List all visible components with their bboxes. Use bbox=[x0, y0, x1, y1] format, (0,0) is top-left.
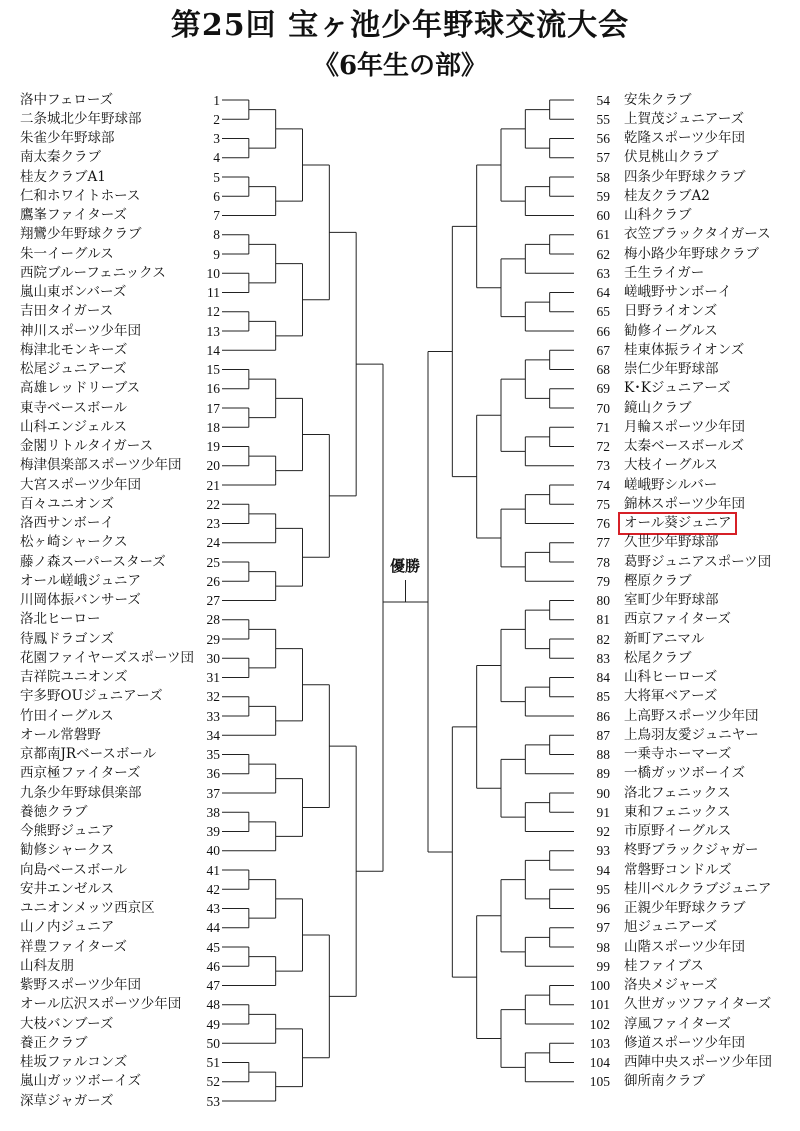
team-number: 11 bbox=[207, 285, 220, 300]
team-name: 大枝イーグルス bbox=[624, 457, 718, 474]
team-name: 山科ヒーローズ bbox=[624, 669, 718, 685]
team-number: 73 bbox=[596, 458, 610, 474]
team-name: 吉田タイガース bbox=[20, 303, 114, 320]
team-name: 嵯峨野シルバー bbox=[624, 476, 718, 493]
team-name: 月輪スポーツ少年団 bbox=[624, 418, 745, 435]
team-name: 二条城北少年野球部 bbox=[20, 110, 142, 127]
team-number: 40 bbox=[206, 843, 220, 859]
team-number: 30 bbox=[206, 650, 220, 666]
team-name: 養徳クラブ bbox=[20, 803, 88, 820]
team-name: 修道スポーツ少年団 bbox=[624, 1034, 745, 1051]
team-number: 84 bbox=[596, 670, 610, 685]
team-name: 山ノ内ジュニア bbox=[20, 919, 115, 936]
team-number: 26 bbox=[206, 573, 220, 589]
team-number: 59 bbox=[596, 188, 610, 204]
team-number: 35 bbox=[206, 747, 220, 762]
team-name: 養正クラブ bbox=[20, 1034, 88, 1051]
team-number: 34 bbox=[206, 727, 220, 743]
team-number: 78 bbox=[596, 554, 610, 570]
team-number: 98 bbox=[596, 939, 610, 955]
team-name: 九条少年野球倶楽部 bbox=[20, 784, 142, 801]
team-number: 103 bbox=[589, 1035, 610, 1051]
team-name: 桂ファイブス bbox=[624, 957, 704, 974]
team-number: 12 bbox=[206, 304, 220, 320]
team-number: 62 bbox=[596, 246, 610, 262]
team-number: 61 bbox=[596, 227, 610, 243]
team-number: 76 bbox=[596, 516, 610, 531]
team-number: 89 bbox=[596, 766, 610, 782]
team-name: 樫原クラブ bbox=[624, 572, 692, 589]
team-name: 東寺ベースボール bbox=[20, 399, 128, 416]
team-name: 桂友クラブA1 bbox=[20, 168, 106, 185]
team-name: 洛北ヒーロー bbox=[20, 611, 101, 628]
team-number: 48 bbox=[206, 997, 220, 1013]
team-number: 75 bbox=[596, 496, 610, 512]
team-number: 81 bbox=[596, 612, 610, 628]
team-number: 16 bbox=[206, 381, 220, 397]
team-name: オール嵯峨ジュニア bbox=[20, 572, 141, 589]
team-name: 大枝バンブーズ bbox=[20, 1015, 114, 1032]
team-number: 91 bbox=[596, 804, 610, 820]
team-number: 44 bbox=[206, 920, 220, 936]
team-name: 旭ジュニアーズ bbox=[624, 919, 718, 936]
team-name: 上鳥羽友愛ジュニヤー bbox=[624, 726, 759, 743]
team-name: 安井エンゼルス bbox=[20, 880, 115, 897]
team-name: 京都南JRベースボール bbox=[20, 746, 157, 762]
team-name: 鏡山クラブ bbox=[624, 399, 692, 416]
team-number: 93 bbox=[596, 843, 610, 859]
team-number: 7 bbox=[213, 208, 220, 223]
team-number: 70 bbox=[596, 400, 610, 416]
team-number: 55 bbox=[596, 111, 610, 127]
team-name: 翔鸞少年野球クラブ bbox=[20, 226, 142, 243]
team-name: 仁和ホワイトホース bbox=[20, 187, 141, 204]
team-name: 勧修イーグルス bbox=[624, 322, 718, 339]
team-name: 新町アニマル bbox=[624, 630, 705, 647]
team-number: 5 bbox=[213, 169, 220, 185]
team-name: 朱一イーグルス bbox=[20, 245, 114, 262]
team-name: 正親少年野球クラブ bbox=[624, 900, 746, 916]
team-number: 92 bbox=[596, 824, 610, 839]
team-number: 66 bbox=[596, 323, 610, 339]
team-number: 56 bbox=[596, 131, 610, 146]
team-name: 乾隆スポーツ少年団 bbox=[624, 130, 745, 146]
team-number: 22 bbox=[206, 496, 220, 512]
team-name: 山科友朋 bbox=[20, 957, 74, 974]
team-number: 58 bbox=[596, 169, 610, 185]
team-number: 2 bbox=[213, 111, 220, 127]
team-number: 36 bbox=[206, 766, 220, 782]
page-title: 第25回 宝ヶ池少年野球交流大会 bbox=[170, 8, 630, 43]
team-name: 朱雀少年野球部 bbox=[20, 130, 115, 146]
team-name: 伏見桃山クラブ bbox=[624, 149, 719, 166]
team-number: 52 bbox=[206, 1074, 220, 1090]
team-name: 御所南クラブ bbox=[624, 1073, 705, 1090]
team-name: 嵯峨野サンボーイ bbox=[624, 284, 732, 300]
team-number: 4 bbox=[213, 150, 220, 166]
team-name: 松尾クラブ bbox=[624, 649, 692, 666]
team-name: 桂川ベルクラブジュニア bbox=[624, 880, 772, 897]
team-name: K･Kジュニアーズ bbox=[624, 380, 731, 397]
team-name: 南太秦クラブ bbox=[20, 149, 101, 166]
team-number: 95 bbox=[596, 881, 610, 897]
team-name: 上高野スポーツ少年団 bbox=[624, 707, 759, 724]
team-number: 105 bbox=[589, 1074, 610, 1090]
highlighted-team-name: オール葵ジュニア bbox=[620, 514, 735, 533]
team-number: 71 bbox=[596, 419, 610, 435]
team-number: 47 bbox=[206, 978, 220, 993]
team-number: 31 bbox=[206, 670, 220, 685]
team-number: 32 bbox=[206, 689, 220, 705]
team-name: 洛北フェニックス bbox=[624, 784, 731, 801]
team-name: 西京ファイターズ bbox=[624, 611, 732, 628]
team-name: 日野ライオンズ bbox=[624, 303, 718, 320]
team-name: 大宮スポーツ少年団 bbox=[20, 476, 141, 493]
team-name: 松尾ジュニアーズ bbox=[20, 361, 127, 377]
team-number: 8 bbox=[213, 227, 220, 243]
team-number: 21 bbox=[206, 477, 220, 493]
team-number: 72 bbox=[596, 439, 610, 454]
team-number: 85 bbox=[596, 689, 610, 705]
team-name: 一橋ガッツボーイズ bbox=[624, 765, 746, 782]
team-number: 104 bbox=[589, 1055, 610, 1070]
team-name: 梅津北モンキーズ bbox=[20, 341, 128, 358]
team-number: 15 bbox=[206, 362, 220, 377]
team-number: 64 bbox=[596, 285, 610, 300]
team-name: 祥豊ファイターズ bbox=[20, 938, 128, 955]
team-name: 太秦ベースボールズ bbox=[624, 438, 745, 454]
team-number: 87 bbox=[596, 727, 610, 743]
team-name: 吉祥院ユニオンズ bbox=[20, 669, 128, 685]
team-number: 1 bbox=[213, 92, 220, 108]
team-name: 久世少年野球部 bbox=[624, 534, 719, 551]
team-number: 101 bbox=[589, 997, 610, 1013]
team-name: 桂友クラブA2 bbox=[624, 187, 710, 204]
team-number: 54 bbox=[596, 92, 610, 108]
team-name: 淳風ファイターズ bbox=[624, 1015, 732, 1032]
team-name: 鷹峯ファイターズ bbox=[20, 207, 128, 223]
page-subtitle: 《6年生の部》 bbox=[312, 51, 488, 81]
team-name: 山科クラブ bbox=[624, 207, 692, 223]
team-number: 67 bbox=[596, 342, 610, 358]
team-name: 宇多野OUジュニアーズ bbox=[20, 688, 163, 705]
team-number: 68 bbox=[596, 362, 610, 377]
team-number: 102 bbox=[589, 1016, 610, 1032]
team-name: 金閣リトルタイガース bbox=[20, 438, 154, 454]
team-name: 梅津倶楽部スポーツ少年団 bbox=[20, 457, 182, 474]
team-name: 壬生ライガー bbox=[624, 264, 705, 281]
team-name: 室町少年野球部 bbox=[624, 592, 719, 608]
team-name: 崇仁少年野球部 bbox=[624, 361, 719, 377]
team-name: ユニオンメッツ西京区 bbox=[20, 900, 155, 916]
team-name: 四条少年野球クラブ bbox=[624, 168, 746, 185]
team-number: 99 bbox=[596, 958, 610, 974]
team-name: 東和フェニックス bbox=[624, 803, 731, 820]
team-name: 市原野イーグルス bbox=[624, 823, 732, 839]
team-number: 25 bbox=[206, 554, 220, 570]
team-number: 39 bbox=[206, 824, 220, 839]
team-name: 藤ノ森スーパースターズ bbox=[20, 553, 166, 570]
team-number: 77 bbox=[596, 535, 610, 551]
team-number: 42 bbox=[206, 881, 220, 897]
team-name: 紫野スポーツ少年団 bbox=[20, 977, 141, 993]
team-number: 23 bbox=[206, 516, 220, 531]
team-number: 51 bbox=[206, 1055, 220, 1070]
team-name: 川岡体振バンサーズ bbox=[20, 592, 141, 608]
team-number: 80 bbox=[596, 593, 610, 608]
team-name: 百々ユニオンズ bbox=[20, 495, 115, 512]
team-name: 西京極ファイターズ bbox=[20, 765, 141, 782]
team-number: 41 bbox=[206, 862, 220, 878]
team-number: 49 bbox=[206, 1016, 220, 1032]
team-number: 53 bbox=[206, 1093, 220, 1109]
team-number: 10 bbox=[206, 265, 220, 281]
team-number: 96 bbox=[596, 901, 610, 916]
team-number: 38 bbox=[206, 804, 220, 820]
team-number: 14 bbox=[206, 342, 220, 358]
team-name: 桂東体振ライオンズ bbox=[624, 341, 745, 358]
team-number: 69 bbox=[596, 381, 610, 397]
team-number: 90 bbox=[596, 785, 610, 801]
team-number: 33 bbox=[206, 708, 220, 724]
team-number: 27 bbox=[206, 593, 220, 608]
team-name: 西院ブルーフェニックス bbox=[20, 264, 166, 281]
team-number: 100 bbox=[589, 978, 610, 993]
team-name: 上賀茂ジュニアーズ bbox=[624, 110, 745, 127]
team-number: 82 bbox=[596, 631, 610, 647]
team-name: 梅小路少年野球クラブ bbox=[624, 245, 759, 262]
team-name: 常磐野コンドルズ bbox=[624, 861, 732, 878]
team-number: 28 bbox=[206, 612, 220, 628]
team-number: 57 bbox=[596, 150, 610, 166]
team-name: 衣笠ブラックタイガース bbox=[624, 226, 771, 243]
team-name: 久世ガッツファイターズ bbox=[624, 996, 772, 1013]
team-name: 大将軍ベアーズ bbox=[624, 688, 718, 705]
team-number: 74 bbox=[596, 477, 610, 493]
team-name: 錦林スポーツ少年団 bbox=[624, 495, 745, 512]
team-name: 洛中フェローズ bbox=[20, 91, 114, 108]
team-name: オール常磐野 bbox=[20, 726, 101, 743]
team-name: 洛央メジャーズ bbox=[624, 977, 718, 993]
champion-label: 優勝 bbox=[390, 557, 421, 575]
team-number: 37 bbox=[206, 785, 220, 801]
team-number: 97 bbox=[596, 920, 610, 936]
team-name: オール広沢スポーツ少年団 bbox=[20, 996, 182, 1013]
team-number: 13 bbox=[206, 323, 220, 339]
team-number: 94 bbox=[596, 862, 610, 878]
team-name: 高雄レッドリーブス bbox=[20, 380, 141, 397]
team-name: 向島ベースボール bbox=[20, 861, 128, 878]
team-number: 45 bbox=[206, 939, 220, 955]
team-number: 24 bbox=[206, 535, 220, 551]
team-number: 86 bbox=[596, 708, 610, 724]
team-name: 山階スポーツ少年団 bbox=[624, 938, 745, 955]
team-name: 西陣中央スポーツ少年団 bbox=[624, 1054, 772, 1070]
team-number: 46 bbox=[206, 958, 220, 974]
team-name: 神川スポーツ少年団 bbox=[20, 322, 141, 339]
team-name: 柊野ブラックジャガー bbox=[624, 842, 759, 859]
team-number: 63 bbox=[596, 265, 610, 281]
team-number: 17 bbox=[206, 400, 220, 416]
team-number: 9 bbox=[213, 246, 220, 262]
team-name: 花園ファイヤーズスポーツ団 bbox=[20, 649, 195, 666]
team-name: 一乗寺ホーマーズ bbox=[624, 746, 732, 762]
team-name: 葛野ジュニアスポーツ団 bbox=[624, 553, 772, 570]
team-number: 3 bbox=[213, 131, 220, 146]
team-name: 洛西サンボーイ bbox=[20, 515, 114, 531]
team-name: 山科エンジェルス bbox=[20, 418, 127, 435]
team-name: 深草ジャガーズ bbox=[20, 1092, 114, 1109]
team-number: 43 bbox=[206, 901, 220, 916]
team-name: 嵐山東ボンバーズ bbox=[20, 284, 127, 300]
team-name: 安朱クラブ bbox=[624, 91, 692, 108]
team-number: 18 bbox=[206, 419, 220, 435]
team-number: 20 bbox=[206, 458, 220, 474]
team-name: 嵐山ガッツボーイズ bbox=[20, 1073, 142, 1090]
team-number: 83 bbox=[596, 650, 610, 666]
team-number: 60 bbox=[596, 208, 610, 223]
team-name: 松ヶ崎シャークス bbox=[20, 534, 128, 551]
team-name: 待鳳ドラゴンズ bbox=[20, 630, 115, 647]
team-name: 勧修シャークス bbox=[20, 842, 115, 859]
team-number: 19 bbox=[206, 439, 220, 454]
team-number: 29 bbox=[206, 631, 220, 647]
team-number: 65 bbox=[596, 304, 610, 320]
team-name: 今熊野ジュニア bbox=[20, 823, 115, 839]
team-name: 竹田イーグルス bbox=[20, 707, 114, 724]
team-number: 50 bbox=[206, 1035, 220, 1051]
team-number: 79 bbox=[596, 573, 610, 589]
team-number: 88 bbox=[596, 747, 610, 762]
team-name: 桂坂ファルコンズ bbox=[20, 1054, 128, 1070]
team-number: 6 bbox=[213, 188, 220, 204]
